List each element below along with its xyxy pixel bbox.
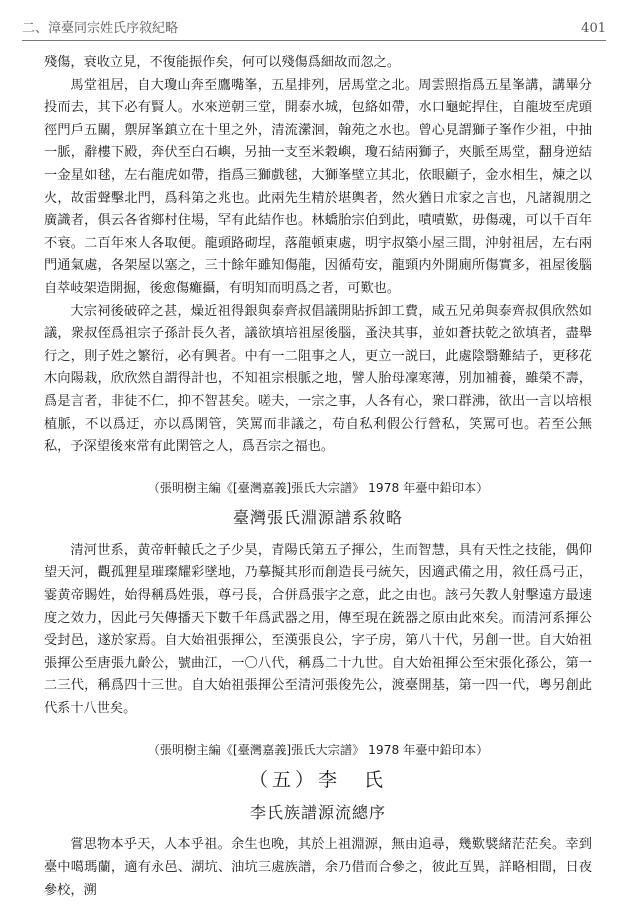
- paragraph: 馬堂祖居，自大瓊山奔至鷹嘴峯，五星排列，居馬堂之北。周雲照指爲五星峯講，講畢分投而去，其下必有賢人。水來逆朝三堂，開泰水城，包絡如帶，水口龜蛇捍住，自龍坡至虎頭徑門戶五關，禦屏峯鎮立在十里之外，清流瀠洄，翰苑之水也。曾心見謂獅子峯作少祖，中抽一脈，辭樓下殿，奔伏至白石嶼，另抽一支至米穀嶼，瓊石結兩獅子，夾脈至馬堂，翻身逆結一金星如毬，左右龍虎如帶，指爲三獅戲毬，大獅峯壁立其北，依眼顧子，金水相生，煉之以火，故雷聲擊北門，爲科第之兆也。此兩先生精於堪輿者，然火猶日朮家之言也，凡諸親朋之廣識者，俱云各省鄉村住場，罕有此結作也。林蟜胎宗伯到此，嘖嘖歎，毋傷魂，可以千百年不衰。二百年來人各取便。龍頭路砌埕，落龍頓東處，明宇叔築小屋三間，沖射祖居，左右兩門通氣處，各架屋以塞之，三十餘年雖知傷龍，因循苟安，龍頸内外開廁所傷實多，祖屋後腦自萃岐架造開掘，後愈傷癱攝，有明知而明爲之者，可歎也。: [44, 77, 592, 296]
- section-subtitle: 李氏族譜源流總序: [249, 802, 386, 822]
- page-number: 401: [581, 21, 606, 36]
- header-title: 二、漳臺同宗姓氏序敘紀略: [22, 21, 179, 36]
- citation: （張明樹主編《[臺灣嘉義]張氏大宗譜》 1978 年臺中鉛印本）: [147, 742, 489, 757]
- paragraph: 清河世系，黄帝軒轅氏之子少昊，青陽氏第五子揮公，生而智慧，具有天性之技能，偶仰望天河，觀孤狸星璀璨耀彩墜地，乃摹擬其形而創造長弓統矢，因適武備之用，敘任爲弓正，霎黄帝賜姓，始得稱爲姓張，尊弓長，合併爲張字之意，此之由也。該弓矢教人射擊遠方最速度之效力，因此弓矢傳播天下數千年爲武器之用，傳至現在銃器之原由此來矣。而清河系揮公受封邑，遂於家焉。自大始祖張揮公，至漢張良公，字子房，第八十代，另創一世。自大始祖張揮公至唐張九齡公，號曲江，一〇八代，稱爲二十九世。自大始祖揮公至宋張化孫公，第一二三代，稱爲四十三世。自大始祖張揮公至清河張俊先公，渡臺開基，第一四一代，粵另創此代系十八世矣。: [44, 542, 592, 717]
- paragraph: 大宗祠後破碎之甚，燥近祖得銀與泰齊叔倡議開貼拆卸工費，咸五兄弟與泰齊叔俱欣然如議，衆叔侄爲祖宗子孫計長久者，議欲填培祖屋後腦，蚤決其事，並如蒼扶乾之欲填者，盡舉行之，則子姓之繁衍，必有興者。中有一二阻事之人，更立一説曰，此處陰翳難結子，更移花木向陽栽，欣欣然自謂得計也，不知祖宗根脈之地，譬人胎母凜寒薄，別加補養，雖榮不壽，爲是言者，非徒不仁，抑不智甚矣。嗟夫，一宗之事，人各有心，衆口群沸，欲出一言以培根植脈，不以爲迂，亦以爲閑管，笑罵而非議之，苟自私利假公行營私，笑罵可也。若至公無私，予深望後來常有此閑管之人，爲吾宗之福也。: [44, 303, 592, 455]
- paragraph: 殘傷，衰收立見，不復能振作矣，何可以殘傷爲細故而忽之。: [44, 55, 401, 70]
- paragraph: 嘗思物本乎天，人本乎祖。余生也晚，其於上祖淵源，無由追尋，幾歎襞緒茫茫矣。幸到臺中噶瑪蘭，適有永邑、湖坑、油坑三處族譜，余乃借而合參之，彼此互異，詳略相間，日夜參校，溯: [44, 837, 592, 898]
- citation: （張明樹主編《[臺灣嘉義]張氏大宗譜》 1978 年臺中鉛印本）: [147, 480, 489, 495]
- section-subtitle: 臺灣張氏淵源譜系敘略: [232, 508, 403, 528]
- section-heading: （五）李 氏: [248, 769, 387, 792]
- header-divider: [22, 40, 606, 41]
- running-header: [22, 14, 606, 36]
- main-text: [44, 52, 592, 902]
